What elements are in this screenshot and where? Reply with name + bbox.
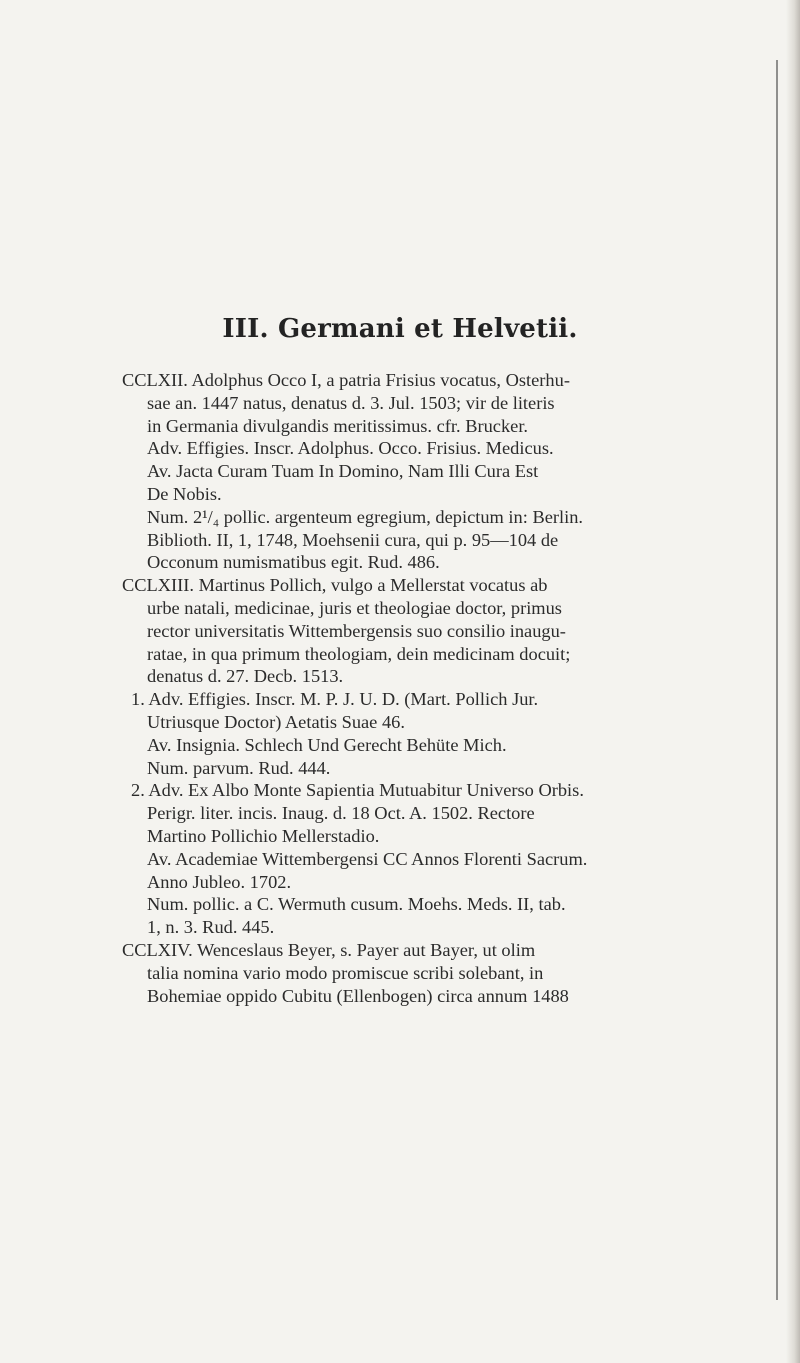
text-line: denatus d. 27. Decb. 1513. bbox=[147, 666, 344, 687]
text-line: ratae, in qua primum theologiam, dein medicinam docuit; bbox=[147, 643, 571, 664]
text-line: rector universitatis Wittembergensis suo consilio inaugu- bbox=[147, 620, 566, 641]
text-line: Bohemiae oppido Cubitu (Ellenbogen) circa annum 1488 bbox=[147, 985, 569, 1006]
page-edge-shadow bbox=[786, 0, 800, 1363]
text-line: Num. parvum. Rud. 444. bbox=[147, 757, 331, 778]
text-line: urbe natali, medicinae, juris et theologiae doctor, primus bbox=[147, 598, 562, 618]
text-line: 1. Adv. Effigies. Inscr. M. P. J. U. D. (Mart. Pollich Jur. bbox=[131, 689, 539, 710]
text-line: CCLXII. Adolphus Occo I, a patria Frisius vocatus, Osterhu- bbox=[122, 370, 570, 390]
text-line: Utriusque Doctor) Aetatis Suae 46. bbox=[147, 712, 405, 732]
text-line: Biblioth. II, 1, 1748, Moehsenii cura, qui p. 95—104 de bbox=[147, 529, 559, 550]
text-line: Av. Academiae Wittembergensi CC Annos Florenti Sacrum. bbox=[147, 848, 588, 869]
text-line: Num. pollic. a C. Wermuth cusum. Moehs. Meds. II, tab. bbox=[147, 894, 566, 915]
text-line: in Germania divulgandis meritissimus. cfr. Brucker. bbox=[147, 415, 529, 436]
text-line: sae an. 1447 natus, denatus d. 3. Jul. 1503; vir de literis bbox=[147, 392, 555, 413]
text-line: Num. 2¹/₄ pollic. argenteum egregium, depictum in: Berlin. bbox=[147, 506, 584, 527]
text-line: Martino Pollichio Mellerstadio. bbox=[147, 826, 380, 846]
text-line: 2. Adv. Ex Albo Monte Sapientia Mutuabitur Universo Orbis. bbox=[131, 780, 584, 801]
text-line: Av. Jacta Curam Tuam In Domino, Nam Illi Cura Est bbox=[147, 461, 539, 482]
text-line: De Nobis. bbox=[147, 484, 222, 504]
text-line: Perigr. liter. incis. Inaug. d. 18 Oct. A. 1502. Rectore bbox=[147, 803, 535, 824]
text-line: CCLXIII. Martinus Pollich, vulgo a Mellerstat vocatus ab bbox=[122, 575, 548, 596]
text-line: Av. Insignia. Schlech Und Gerecht Behüte Mich. bbox=[147, 734, 507, 755]
section-heading: III. Germani et Helvetii. bbox=[222, 314, 578, 344]
text-line: CCLXIV. Wenceslaus Beyer, s. Payer aut Bayer, ut olim bbox=[122, 940, 536, 960]
text-line: Anno Jubleo. 1702. bbox=[147, 871, 292, 892]
text-line: talia nomina vario modo promiscue scribi solebant, in bbox=[147, 962, 544, 983]
text-line: Occonum numismatibus egit. Rud. 486. bbox=[147, 552, 440, 573]
page-edge-line bbox=[776, 60, 778, 1300]
text-line: Adv. Effigies. Inscr. Adolphus. Occo. Frisius. Medicus. bbox=[147, 438, 554, 459]
text-line: 1, n. 3. Rud. 445. bbox=[147, 917, 275, 938]
